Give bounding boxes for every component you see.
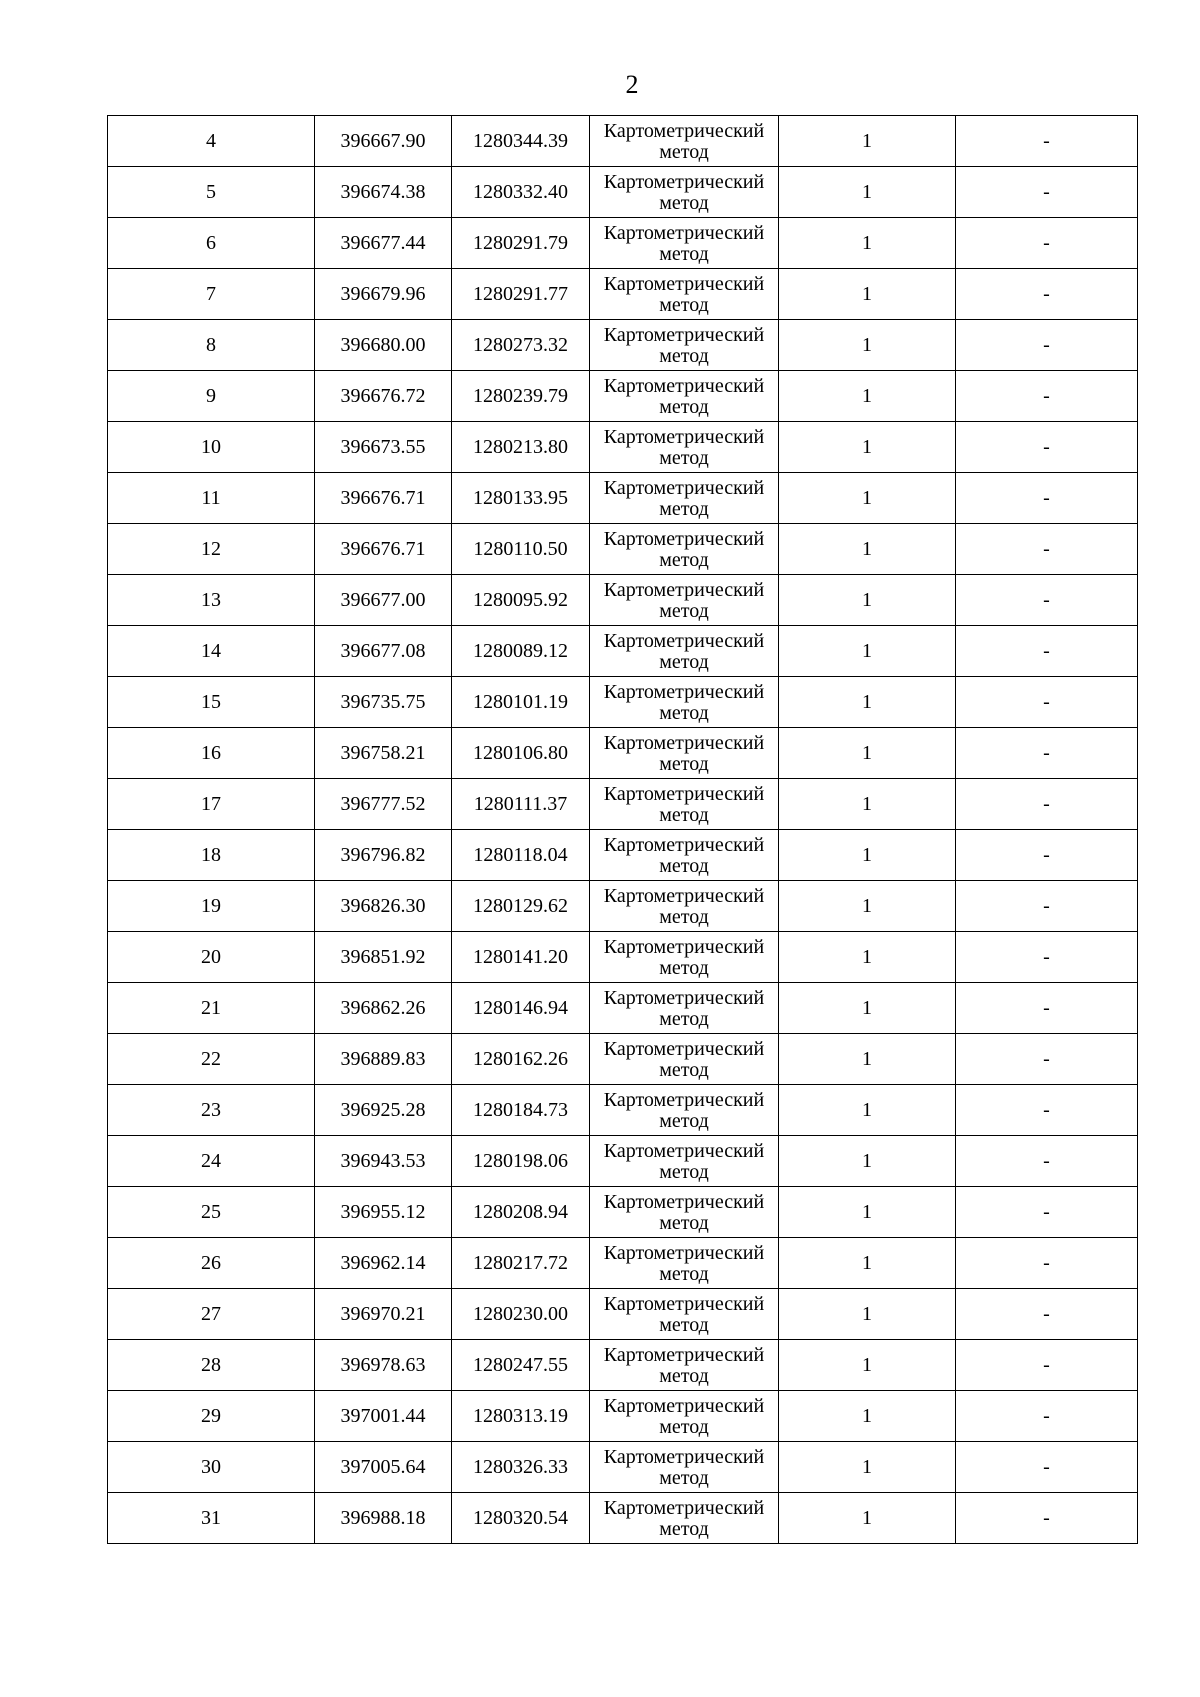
x-coordinate-cell: 397005.64 [315,1442,452,1493]
y-coordinate-cell: 1280291.79 [452,218,590,269]
method-cell [590,116,779,167]
point-number-cell: 4 [108,116,315,167]
table-row [108,116,1138,167]
method-cell [590,626,779,677]
method-cell [590,1391,779,1442]
accuracy-cell: 1 [779,626,956,677]
y-coordinate-cell: 1280133.95 [452,473,590,524]
point-number-cell: 8 [108,320,315,371]
table-row [108,218,1138,269]
x-coordinate-cell: 396677.44 [315,218,452,269]
method-cell [590,1340,779,1391]
y-coordinate-cell: 1280230.00 [452,1289,590,1340]
method-line-2: метод [659,906,709,928]
y-coordinate-cell: 1280184.73 [452,1085,590,1136]
accuracy-cell: 1 [779,1340,956,1391]
table-row [108,1034,1138,1085]
page-number: 2 [625,70,639,99]
x-coordinate-cell: 396676.71 [315,524,452,575]
point-number-cell: 23 [108,1085,315,1136]
point-number-cell: 18 [108,830,315,881]
method-line-1: Картометрический [603,936,765,958]
method-line-2: метод [659,1059,709,1081]
method-cell [590,371,779,422]
accuracy-cell: 1 [779,1493,956,1544]
note-cell: - [956,473,1138,524]
note-cell: - [956,320,1138,371]
accuracy-cell: 1 [779,1442,956,1493]
table-row [108,1391,1138,1442]
table-row [108,728,1138,779]
y-coordinate-cell: 1280291.77 [452,269,590,320]
y-coordinate-cell: 1280129.62 [452,881,590,932]
method-line-1: Картометрический [603,630,765,652]
note-cell: - [956,1034,1138,1085]
table-row [108,1187,1138,1238]
y-coordinate-cell: 1280101.19 [452,677,590,728]
y-coordinate-cell: 1280198.06 [452,1136,590,1187]
point-number-cell: 28 [108,1340,315,1391]
method-line-1: Картометрический [603,324,765,346]
method-line-2: метод [659,192,709,214]
accuracy-cell: 1 [779,575,956,626]
accuracy-cell: 1 [779,1034,956,1085]
table-row [108,983,1138,1034]
table-row [108,1493,1138,1544]
y-coordinate-cell: 1280217.72 [452,1238,590,1289]
y-coordinate-cell: 1280089.12 [452,626,590,677]
y-coordinate-cell: 1280313.19 [452,1391,590,1442]
method-line-1: Картометрический [603,1344,765,1366]
y-coordinate-cell: 1280326.33 [452,1442,590,1493]
table-row [108,167,1138,218]
accuracy-cell: 1 [779,830,956,881]
point-number-cell: 13 [108,575,315,626]
method-line-1: Картометрический [603,171,765,193]
accuracy-cell: 1 [779,524,956,575]
y-coordinate-cell: 1280110.50 [452,524,590,575]
y-coordinate-cell: 1280118.04 [452,830,590,881]
method-cell [590,269,779,320]
note-cell: - [956,677,1138,728]
accuracy-cell: 1 [779,983,956,1034]
method-line-1: Картометрический [603,1038,765,1060]
x-coordinate-cell: 396943.53 [315,1136,452,1187]
x-coordinate-cell: 396970.21 [315,1289,452,1340]
y-coordinate-cell: 1280162.26 [452,1034,590,1085]
method-line-2: метод [659,753,709,775]
table-row [108,269,1138,320]
x-coordinate-cell: 397001.44 [315,1391,452,1442]
x-coordinate-cell: 396676.71 [315,473,452,524]
point-number-cell: 25 [108,1187,315,1238]
method-cell [590,1289,779,1340]
method-line-2: метод [659,1314,709,1336]
method-line-1: Картометрический [603,1497,765,1519]
x-coordinate-cell: 396667.90 [315,116,452,167]
x-coordinate-cell: 396889.83 [315,1034,452,1085]
table-row [108,371,1138,422]
accuracy-cell: 1 [779,1187,956,1238]
coordinates-table [107,115,1138,1544]
y-coordinate-cell: 1280095.92 [452,575,590,626]
y-coordinate-cell: 1280141.20 [452,932,590,983]
note-cell: - [956,830,1138,881]
accuracy-cell: 1 [779,269,956,320]
y-coordinate-cell: 1280273.32 [452,320,590,371]
method-cell [590,932,779,983]
point-number-cell: 10 [108,422,315,473]
method-cell [590,1493,779,1544]
method-line-2: метод [659,1263,709,1285]
x-coordinate-cell: 396674.38 [315,167,452,218]
method-cell [590,524,779,575]
method-line-2: метод [659,549,709,571]
x-coordinate-cell: 396962.14 [315,1238,452,1289]
x-coordinate-cell: 396735.75 [315,677,452,728]
note-cell: - [956,524,1138,575]
note-cell: - [956,371,1138,422]
table-row [108,1085,1138,1136]
x-coordinate-cell: 396851.92 [315,932,452,983]
point-number-cell: 19 [108,881,315,932]
method-line-2: метод [659,957,709,979]
method-line-1: Картометрический [603,1191,765,1213]
method-line-2: метод [659,1212,709,1234]
x-coordinate-cell: 396978.63 [315,1340,452,1391]
method-cell [590,473,779,524]
table-row [108,320,1138,371]
note-cell: - [956,1340,1138,1391]
note-cell: - [956,881,1138,932]
method-line-2: метод [659,396,709,418]
method-line-2: метод [659,1416,709,1438]
method-cell [590,1085,779,1136]
accuracy-cell: 1 [779,116,956,167]
note-cell: - [956,1136,1138,1187]
table-row [108,1442,1138,1493]
method-cell [590,1238,779,1289]
accuracy-cell: 1 [779,932,956,983]
accuracy-cell: 1 [779,881,956,932]
y-coordinate-cell: 1280106.80 [452,728,590,779]
point-number-cell: 21 [108,983,315,1034]
accuracy-cell: 1 [779,422,956,473]
method-line-2: метод [659,600,709,622]
note-cell: - [956,1289,1138,1340]
point-number-cell: 30 [108,1442,315,1493]
method-line-1: Картометрический [603,681,765,703]
method-cell [590,881,779,932]
accuracy-cell: 1 [779,167,956,218]
point-number-cell: 6 [108,218,315,269]
method-cell [590,1034,779,1085]
accuracy-cell: 1 [779,1085,956,1136]
method-line-1: Картометрический [603,528,765,550]
method-line-1: Картометрический [603,375,765,397]
point-number-cell: 15 [108,677,315,728]
method-line-1: Картометрический [603,120,765,142]
method-cell [590,575,779,626]
table-row [108,830,1138,881]
method-line-1: Картометрический [603,222,765,244]
method-line-2: метод [659,651,709,673]
point-number-cell: 7 [108,269,315,320]
method-line-1: Картометрический [603,1446,765,1468]
x-coordinate-cell: 396777.52 [315,779,452,830]
x-coordinate-cell: 396955.12 [315,1187,452,1238]
x-coordinate-cell: 396676.72 [315,371,452,422]
note-cell: - [956,422,1138,473]
method-line-2: метод [659,345,709,367]
table-body [108,116,1138,1544]
x-coordinate-cell: 396673.55 [315,422,452,473]
method-cell [590,422,779,473]
method-line-2: метод [659,702,709,724]
point-number-cell: 5 [108,167,315,218]
method-cell [590,779,779,830]
accuracy-cell: 1 [779,473,956,524]
note-cell: - [956,269,1138,320]
table-row [108,1340,1138,1391]
note-cell: - [956,116,1138,167]
note-cell: - [956,218,1138,269]
x-coordinate-cell: 396925.28 [315,1085,452,1136]
accuracy-cell: 1 [779,677,956,728]
method-cell [590,677,779,728]
point-number-cell: 29 [108,1391,315,1442]
x-coordinate-cell: 396758.21 [315,728,452,779]
accuracy-cell: 1 [779,1238,956,1289]
method-cell [590,983,779,1034]
method-cell [590,1136,779,1187]
note-cell: - [956,1493,1138,1544]
table-row [108,1136,1138,1187]
y-coordinate-cell: 1280332.40 [452,167,590,218]
method-line-1: Картометрический [603,1395,765,1417]
method-cell [590,1187,779,1238]
accuracy-cell: 1 [779,779,956,830]
note-cell: - [956,779,1138,830]
table-row [108,626,1138,677]
method-line-2: метод [659,447,709,469]
method-line-1: Картометрический [603,732,765,754]
table-row [108,881,1138,932]
y-coordinate-cell: 1280247.55 [452,1340,590,1391]
point-number-cell: 17 [108,779,315,830]
table-row [108,473,1138,524]
method-cell [590,320,779,371]
y-coordinate-cell: 1280208.94 [452,1187,590,1238]
method-cell [590,218,779,269]
method-line-2: метод [659,1008,709,1030]
method-cell [590,1442,779,1493]
method-line-2: метод [659,294,709,316]
accuracy-cell: 1 [779,320,956,371]
table-row [108,779,1138,830]
method-cell [590,728,779,779]
x-coordinate-cell: 396826.30 [315,881,452,932]
x-coordinate-cell: 396677.00 [315,575,452,626]
method-line-1: Картометрический [603,885,765,907]
point-number-cell: 31 [108,1493,315,1544]
method-line-1: Картометрический [603,1089,765,1111]
method-line-1: Картометрический [603,273,765,295]
x-coordinate-cell: 396796.82 [315,830,452,881]
y-coordinate-cell: 1280146.94 [452,983,590,1034]
method-line-1: Картометрический [603,579,765,601]
accuracy-cell: 1 [779,371,956,422]
note-cell: - [956,626,1138,677]
method-line-2: метод [659,804,709,826]
y-coordinate-cell: 1280213.80 [452,422,590,473]
y-coordinate-cell: 1280344.39 [452,116,590,167]
note-cell: - [956,728,1138,779]
method-line-1: Картометрический [603,987,765,1009]
method-line-1: Картометрический [603,1140,765,1162]
point-number-cell: 26 [108,1238,315,1289]
point-number-cell: 11 [108,473,315,524]
method-line-2: метод [659,855,709,877]
method-line-2: метод [659,1467,709,1489]
x-coordinate-cell: 396680.00 [315,320,452,371]
method-line-1: Картометрический [603,834,765,856]
accuracy-cell: 1 [779,728,956,779]
table-row [108,524,1138,575]
table-row [108,422,1138,473]
x-coordinate-cell: 396988.18 [315,1493,452,1544]
point-number-cell: 20 [108,932,315,983]
method-line-2: метод [659,1365,709,1387]
accuracy-cell: 1 [779,1289,956,1340]
table-row [108,1289,1138,1340]
y-coordinate-cell: 1280111.37 [452,779,590,830]
accuracy-cell: 1 [779,1136,956,1187]
note-cell: - [956,167,1138,218]
y-coordinate-cell: 1280239.79 [452,371,590,422]
method-line-2: метод [659,141,709,163]
note-cell: - [956,932,1138,983]
accuracy-cell: 1 [779,1391,956,1442]
y-coordinate-cell: 1280320.54 [452,1493,590,1544]
note-cell: - [956,1238,1138,1289]
note-cell: - [956,1187,1138,1238]
note-cell: - [956,1442,1138,1493]
x-coordinate-cell: 396679.96 [315,269,452,320]
method-line-1: Картометрический [603,477,765,499]
table-row [108,575,1138,626]
x-coordinate-cell: 396862.26 [315,983,452,1034]
method-line-2: метод [659,498,709,520]
table-row [108,1238,1138,1289]
note-cell: - [956,983,1138,1034]
point-number-cell: 22 [108,1034,315,1085]
point-number-cell: 9 [108,371,315,422]
method-line-1: Картометрический [603,426,765,448]
method-line-1: Картометрический [603,1242,765,1264]
method-cell [590,830,779,881]
point-number-cell: 14 [108,626,315,677]
note-cell: - [956,1391,1138,1442]
method-line-1: Картометрический [603,783,765,805]
note-cell: - [956,575,1138,626]
note-cell: - [956,1085,1138,1136]
method-line-1: Картометрический [603,1293,765,1315]
method-line-2: метод [659,1161,709,1183]
point-number-cell: 24 [108,1136,315,1187]
table-row [108,932,1138,983]
method-line-2: метод [659,1110,709,1132]
point-number-cell: 12 [108,524,315,575]
method-line-2: метод [659,243,709,265]
method-cell [590,167,779,218]
method-line-2: метод [659,1518,709,1540]
x-coordinate-cell: 396677.08 [315,626,452,677]
table-row [108,677,1138,728]
accuracy-cell: 1 [779,218,956,269]
point-number-cell: 16 [108,728,315,779]
point-number-cell: 27 [108,1289,315,1340]
